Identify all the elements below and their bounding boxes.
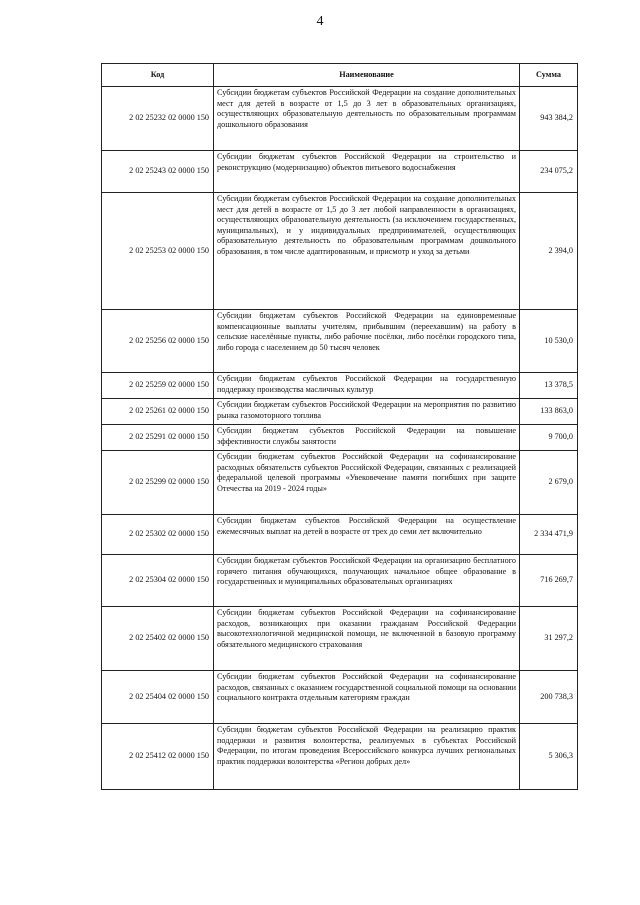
row-name: Субсидии бюджетам субъектов Российской Федерации на создание дополнительных мест для детей в возрасте от 1,5 до 3 лет любой направленности в организациях, осуществляющих образовательную деятельность (за исключением государственных, муниципальных), и у индивидуальных предпринимателей, осуществляющих образовательную деятельность по образовательным программам дошкольного образования, в том числе адаптированным, и присмотр и уход за детьми — [214, 193, 520, 310]
table-row — [102, 151, 578, 193]
table-row — [102, 87, 578, 151]
row-sum: 5 306,3 — [520, 724, 578, 790]
table-row — [102, 607, 578, 671]
header-sum: Сумма — [520, 64, 578, 87]
row-code: 2 02 25291 02 0000 150 — [102, 425, 214, 451]
row-sum: 2 394,0 — [520, 193, 578, 310]
row-name: Субсидии бюджетам субъектов Российской Федерации на повышение эффективности службы занятости — [214, 425, 520, 451]
row-sum: 10 530,0 — [520, 310, 578, 373]
table-row — [102, 515, 578, 555]
table-row — [102, 451, 578, 515]
row-code: 2 02 25404 02 0000 150 — [102, 671, 214, 724]
row-name: Субсидии бюджетам субъектов Российской Федерации на реализацию практик поддержки и развития волонтерства, реализуемых в субъектах Российской Федерации, по итогам проведения Всероссийского конкурса лучших региональных практик поддержки волонтерства «Регион добрых дел» — [214, 724, 520, 790]
row-code: 2 02 25402 02 0000 150 — [102, 607, 214, 671]
row-sum: 943 384,2 — [520, 87, 578, 151]
table-row — [102, 399, 578, 425]
row-name: Субсидии бюджетам субъектов Российской Федерации на софинансирование расходов, связанных с оказанием государственной социальной помощи на основании социального контракта отдельным категориям граждан — [214, 671, 520, 724]
row-sum: 2 679,0 — [520, 451, 578, 515]
row-sum: 2 334 471,9 — [520, 515, 578, 555]
row-code: 2 02 25261 02 0000 150 — [102, 399, 214, 425]
row-name: Субсидии бюджетам субъектов Российской Федерации на организацию бесплатного горячего питания обучающихся, получающих начальное общее образование в государственных и муниципальных образовательных организациях — [214, 555, 520, 607]
table-row — [102, 310, 578, 373]
table-row — [102, 671, 578, 724]
row-sum: 200 738,3 — [520, 671, 578, 724]
row-code: 2 02 25256 02 0000 150 — [102, 310, 214, 373]
row-code: 2 02 25232 02 0000 150 — [102, 87, 214, 151]
row-sum: 133 863,0 — [520, 399, 578, 425]
row-code: 2 02 25253 02 0000 150 — [102, 193, 214, 310]
row-name: Субсидии бюджетам субъектов Российской Федерации на осуществление ежемесячных выплат на детей в возрасте от трех до семи лет включительно — [214, 515, 520, 555]
table-row — [102, 373, 578, 399]
table-row — [102, 425, 578, 451]
table-row — [102, 555, 578, 607]
header-code: Код — [102, 64, 214, 87]
row-code: 2 02 25299 02 0000 150 — [102, 451, 214, 515]
row-name: Субсидии бюджетам субъектов Российской Федерации на софинансирование расходов, возникающих при оказании гражданам Российской Федерации высокотехнологичной медицинской помощи, не включенной в базовую программу обязательного медицинского страхования — [214, 607, 520, 671]
row-name: Субсидии бюджетам субъектов Российской Федерации на единовременные компенсационные выплаты учителям, прибывшим (переехавшим) на работу в сельские населённые пункты, либо рабочие посёлки, либо посёлки городского типа, либо города с населением до 50 тысяч человек — [214, 310, 520, 373]
page-number: 4 — [316, 14, 324, 29]
row-name: Субсидии бюджетам субъектов Российской Федерации на создание дополнительных мест для детей в возрасте от 1,5 до 3 лет в образовательных организациях, осуществляющих образовательную деятельность по образовательным программам дошкольного образования — [214, 87, 520, 151]
row-code: 2 02 25243 02 0000 150 — [102, 151, 214, 193]
row-name: Субсидии бюджетам субъектов Российской Федерации на мероприятия по развитию рынка газомоторного топлива — [214, 399, 520, 425]
row-sum: 716 269,7 — [520, 555, 578, 607]
header-name: Наименование — [214, 64, 520, 87]
row-sum: 13 378,5 — [520, 373, 578, 399]
revenue-table — [101, 63, 578, 790]
row-sum: 234 075,2 — [520, 151, 578, 193]
row-sum: 9 700,0 — [520, 425, 578, 451]
row-code: 2 02 25302 02 0000 150 — [102, 515, 214, 555]
table-header-row — [102, 64, 578, 87]
row-sum: 31 297,2 — [520, 607, 578, 671]
row-code: 2 02 25259 02 0000 150 — [102, 373, 214, 399]
row-code: 2 02 25412 02 0000 150 — [102, 724, 214, 790]
row-name: Субсидии бюджетам субъектов Российской Федерации на софинансирование расходных обязательств субъектов Российской Федерации, связанных с реализацией федеральной целевой программы «Увековечение памяти погибших при защите Отечества на 2019 - 2024 годы» — [214, 451, 520, 515]
table-row — [102, 724, 578, 790]
table-row — [102, 193, 578, 310]
row-code: 2 02 25304 02 0000 150 — [102, 555, 214, 607]
row-name: Субсидии бюджетам субъектов Российской Федерации на государственную поддержку производства масличных культур — [214, 373, 520, 399]
row-name: Субсидии бюджетам субъектов Российской Федерации на строительство и реконструкцию (модернизацию) объектов питьевого водоснабжения — [214, 151, 520, 193]
